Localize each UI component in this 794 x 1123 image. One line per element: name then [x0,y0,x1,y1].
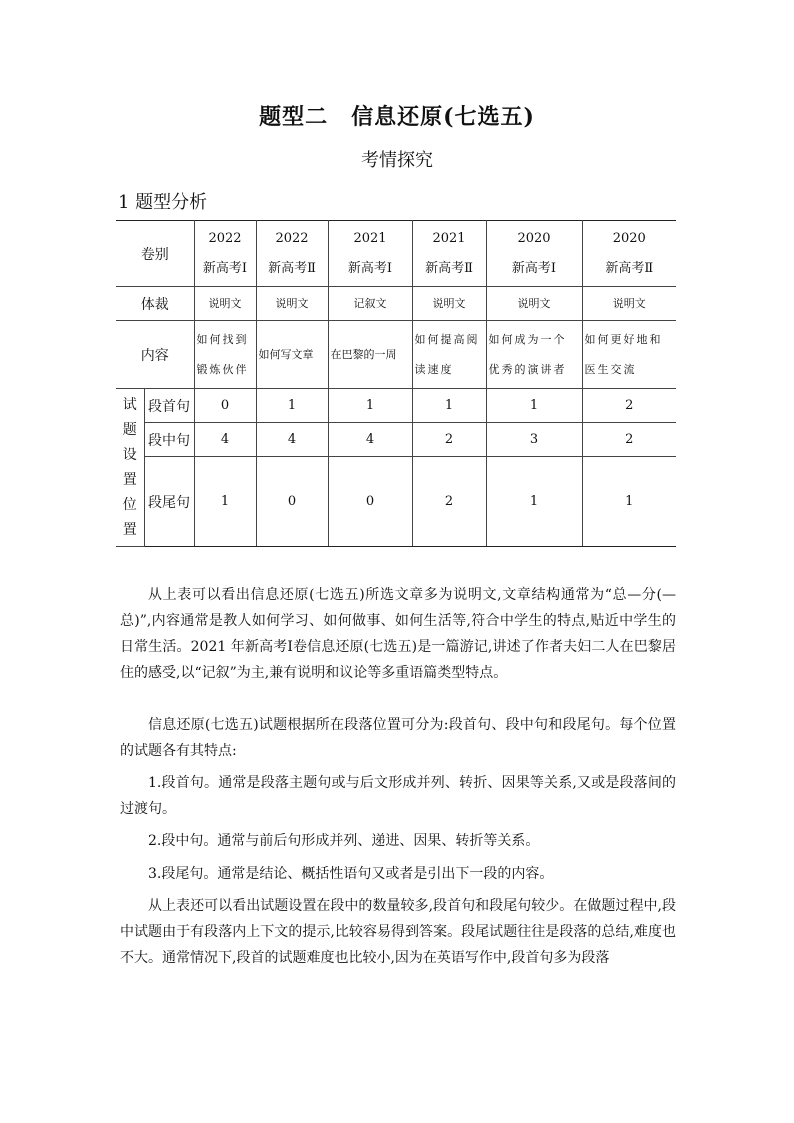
count-cell: 1 [256,389,328,423]
content-cell [194,321,256,389]
content-line: 如何找到 [196,332,249,346]
content-cell [256,321,328,389]
content-line: 如何提高阅 [414,332,480,346]
count-cell: 1 [328,389,412,423]
year-text: 2022 [208,230,242,246]
count-cell: 1 [486,389,582,423]
table-row-first [116,389,676,423]
table-row-genre [116,287,676,321]
vertical-char: 置 [122,521,137,538]
year-text: 2020 [612,230,646,246]
paragraph-6: 从上表还可以看出试题设置在段中的数量较多,段首句和段尾句较少。在做题过程中,段中试题由于有段落内上下文的提示,比较容易得到答案。段尾试题往往是段落的总结,难度也不大。通常情况下,段首的试题难度也比较小,因为在英语写作中,段首句多为段落 [120,898,676,966]
exam-text: 新高考Ⅰ [202,260,248,276]
count-cell: 2 [412,457,486,547]
exam-cell [328,221,412,287]
vertical-char: 题 [122,421,137,438]
count-cell: 0 [328,457,412,547]
content-cell [582,321,676,389]
table-row-middle [116,423,676,457]
count-cell: 0 [256,457,328,547]
content-line: 如何更好地和 [584,332,663,346]
content-cell [412,321,486,389]
neirong-label: 内容 [116,321,194,389]
table-row-exam [116,221,676,287]
genre-cell: 说明文 [486,287,582,321]
paragraph-3: 1.段首句。通常是段落主题句或与后文形成并列、转折、因果等关系,又或是段落间的过渡句。 [120,775,676,817]
count-cell: 4 [328,423,412,457]
paragraph-4: 2.段中句。通常与前后句形成并列、递进、因果、转折等关系。 [148,833,540,849]
count-cell: 1 [486,457,582,547]
count-cell: 2 [582,423,676,457]
exam-cell [582,221,676,287]
content-line: 锻炼伙伴 [196,362,249,376]
year-text: 2021 [432,230,466,246]
content-cell [486,321,582,389]
juanbie-label: 卷别 [116,221,194,287]
exam-cell [256,221,328,287]
exam-cell [486,221,582,287]
section-heading: 1 题型分析 [118,192,208,213]
count-cell: 1 [582,457,676,547]
table-row-last [116,457,676,547]
row-label-middle: 段中句 [144,423,194,457]
year-text: 2020 [517,230,551,246]
count-cell: 0 [194,389,256,423]
genre-cell: 说明文 [194,287,256,321]
paragraph-2: 信息还原(七选五)试题根据所在段落位置可分为:段首句、段中句和段尾句。每个位置的试题各有其特点: [120,717,676,759]
count-cell: 1 [412,389,486,423]
genre-cell: 记叙文 [328,287,412,321]
exam-text: 新高考Ⅱ [605,260,654,276]
count-cell: 2 [412,423,486,457]
content-line: 在巴黎的一周 [330,347,397,361]
row-label-last: 段尾句 [144,457,194,547]
year-text: 2022 [275,230,309,246]
content-line: 医生交流 [584,362,637,376]
content-line: 如何成为一个 [488,332,567,346]
count-cell: 2 [582,389,676,423]
row-label-first: 段首句 [144,389,194,423]
year-text: 2021 [353,230,387,246]
content-line: 优秀的演讲者 [488,362,567,376]
paragraph-1: 从上表可以看出信息还原(七选五)所选文章多为说明文,文章结构通常为“总—分(—总)”,内容通常是教人如何学习、如何做事、如何生活等,符合中学生的特点,贴近中学生的日常生活。2021 年新高考Ⅰ卷信息还原(七选五)是一篇游记,讲述了作者夫妇二人在巴黎居住的感受,以“记叙”为主,兼有说明和议论等多重语篇类型特点。 [120,587,676,681]
page-subtitle: 考情探究 [361,150,433,171]
genre-cell: 说明文 [412,287,486,321]
table-row-content [116,321,676,389]
genre-cell: 说明文 [256,287,328,321]
ticai-label: 体裁 [116,287,194,321]
paragraph-5: 3.段尾句。通常是结论、概括性语句又或者是引出下一段的内容。 [148,866,554,882]
exam-text: 新高考Ⅰ [347,260,393,276]
content-cell [328,321,412,389]
exam-text: 新高考Ⅰ [511,260,557,276]
vertical-char: 置 [122,471,137,488]
vertical-label [116,389,144,547]
exam-cell [412,221,486,287]
count-cell: 4 [194,423,256,457]
count-cell: 1 [194,457,256,547]
exam-cell [194,221,256,287]
vertical-char: 位 [122,496,137,513]
vertical-char: 试 [122,396,137,413]
genre-cell: 说明文 [582,287,676,321]
analysis-table-wrapper [116,220,676,547]
content-line: 如何写文章 [258,347,314,361]
exam-text: 新高考Ⅱ [268,260,316,276]
count-cell: 4 [256,423,328,457]
page-title: 题型二 信息还原(七选五) [259,104,535,130]
count-cell: 3 [486,423,582,457]
content-line: 读速度 [414,362,454,376]
analysis-table [116,220,676,547]
vertical-char: 设 [122,446,137,463]
exam-text: 新高考Ⅱ [425,260,473,276]
